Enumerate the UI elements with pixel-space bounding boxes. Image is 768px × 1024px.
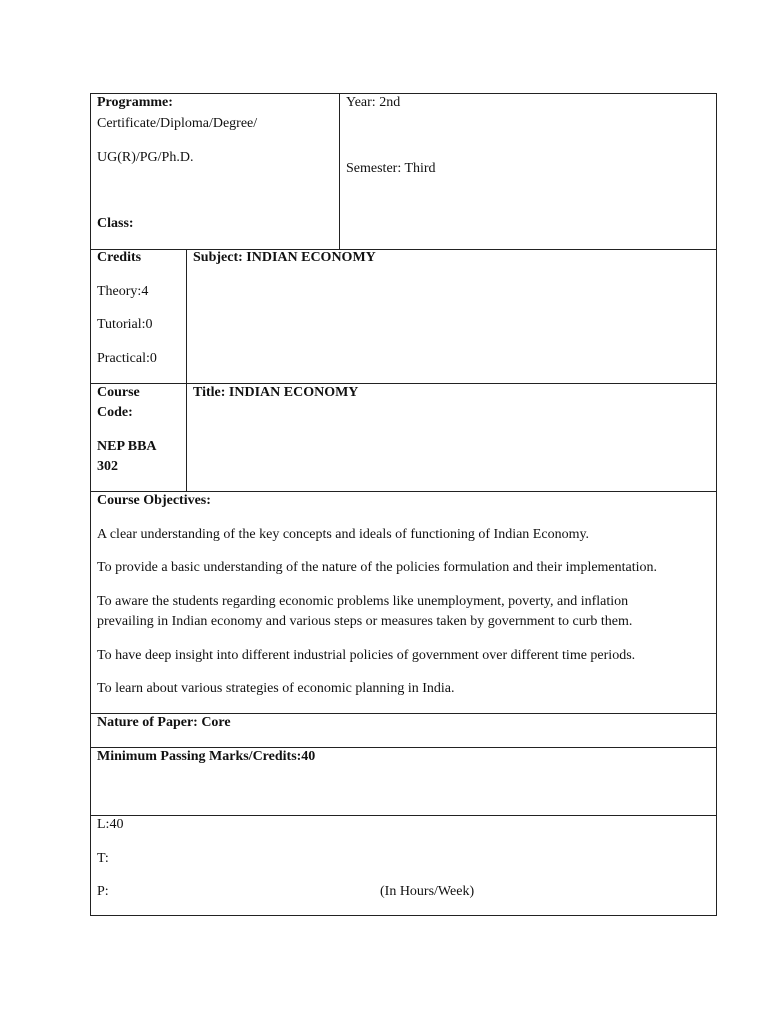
tutorial-hours: T: bbox=[97, 851, 109, 866]
hours-unit: (In Hours/Week) bbox=[380, 884, 475, 899]
course-code-1: NEP BBA bbox=[97, 439, 157, 454]
credits-label: Credits bbox=[97, 250, 142, 265]
objective-item: To provide a basic understanding of the nature of the policies formulation and their implementation. bbox=[97, 560, 658, 575]
course-code-label-1: Course bbox=[97, 385, 140, 400]
objective-item: To learn about various strategies of economic planning in India. bbox=[97, 681, 455, 696]
lecture-hours: L:40 bbox=[97, 817, 124, 832]
course-title: Title: INDIAN ECONOMY bbox=[193, 385, 359, 400]
programme-label: Programme: bbox=[97, 95, 173, 110]
objective-item: prevailing in Indian economy and various steps or measures taken by government to curb them. bbox=[97, 614, 633, 629]
tutorial-credits: Tutorial:0 bbox=[97, 317, 153, 332]
objective-item: To have deep insight into different industrial policies of government over different time periods. bbox=[97, 648, 636, 663]
course-code-2: 302 bbox=[97, 459, 118, 474]
objectives-label: Course Objectives: bbox=[97, 493, 211, 508]
minimum-passing-marks: Minimum Passing Marks/Credits:40 bbox=[97, 749, 316, 764]
practical-hours: P: bbox=[97, 884, 109, 899]
subject-cell bbox=[186, 249, 717, 384]
class-label: Class: bbox=[97, 216, 134, 231]
practical-credits: Practical:0 bbox=[97, 351, 157, 366]
theory-credits: Theory:4 bbox=[97, 284, 149, 299]
objective-item: A clear understanding of the key concepts and ideals of functioning of Indian Economy. bbox=[97, 527, 590, 542]
year-text: Year: 2nd bbox=[346, 95, 401, 110]
course-code-label-2: Code: bbox=[97, 405, 133, 420]
nature-of-paper: Nature of Paper: Core bbox=[97, 715, 231, 730]
subject-text: Subject: INDIAN ECONOMY bbox=[193, 250, 376, 265]
semester-text: Semester: Third bbox=[346, 161, 436, 176]
programme-types: Certificate/Diploma/Degree/ bbox=[97, 116, 258, 131]
programme-levels: UG(R)/PG/Ph.D. bbox=[97, 150, 194, 165]
hours-cell bbox=[90, 815, 717, 916]
objective-item: To aware the students regarding economic problems like unemployment, poverty, and inflation bbox=[97, 594, 629, 609]
